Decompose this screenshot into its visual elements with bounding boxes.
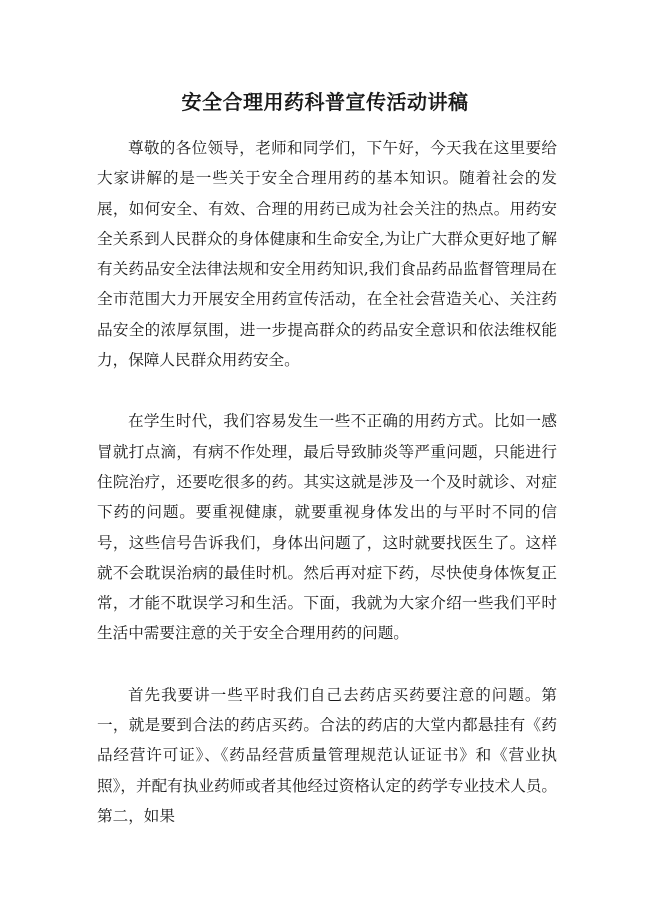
- document-body: [97, 133, 557, 831]
- paragraph: 尊敬的各位领导，老师和同学们，下午好，今天我在这里要给大家讲解的是一些关于安全合理用药的基本知识。随着社会的发展，如何安全、有效、合理的用药已成为社会关注的热点。用药安全关系到人民群众的身体健康和生命安全,为让广大群众更好地了解有关药品安全法律法规和安全用药知识,我们食品药品监督管理局在全市范围大力开展安全用药宣传活动，在全社会营造关心、关注药品安全的浓厚氛围，进一步提高群众的药品安全意识和依法维权能力，保障人民群众用药安全。: [97, 139, 557, 370]
- paragraph: 在学生时代，我们容易发生一些不正确的用药方式。比如一感冒就打点滴，有病不作处理，最后导致肺炎等严重问题，只能进行住院治疗，还要吃很多的药。其实这就是涉及一个及时就诊、对症下药的问题。要重视健康，就要重视身体发出的与平时不同的信号，这些信号告诉我们，身体出问题了，这时就要找医生了。这样就不会耽误治病的最佳时机。然后再对症下药，尽快使身体恢复正常，才能不耽误学习和生活。下面，我就为大家介绍一些我们平时生活中需要注意的关于安全合理用药的问题。: [97, 412, 557, 643]
- paragraph: 首先我要讲一些平时我们自己去药店买药要注意的问题。第一，就是要到合法的药店买药。合法的药店的大堂内都悬挂有《药品经营许可证》、《药品经营质量管理规范认证证书》和《营业执照》，并配有执业药师或者其他经过资格认定的药学专业技术人员。第二，如果: [97, 685, 558, 825]
- document-title: 安全合理用药科普宣传活动讲稿: [181, 90, 469, 114]
